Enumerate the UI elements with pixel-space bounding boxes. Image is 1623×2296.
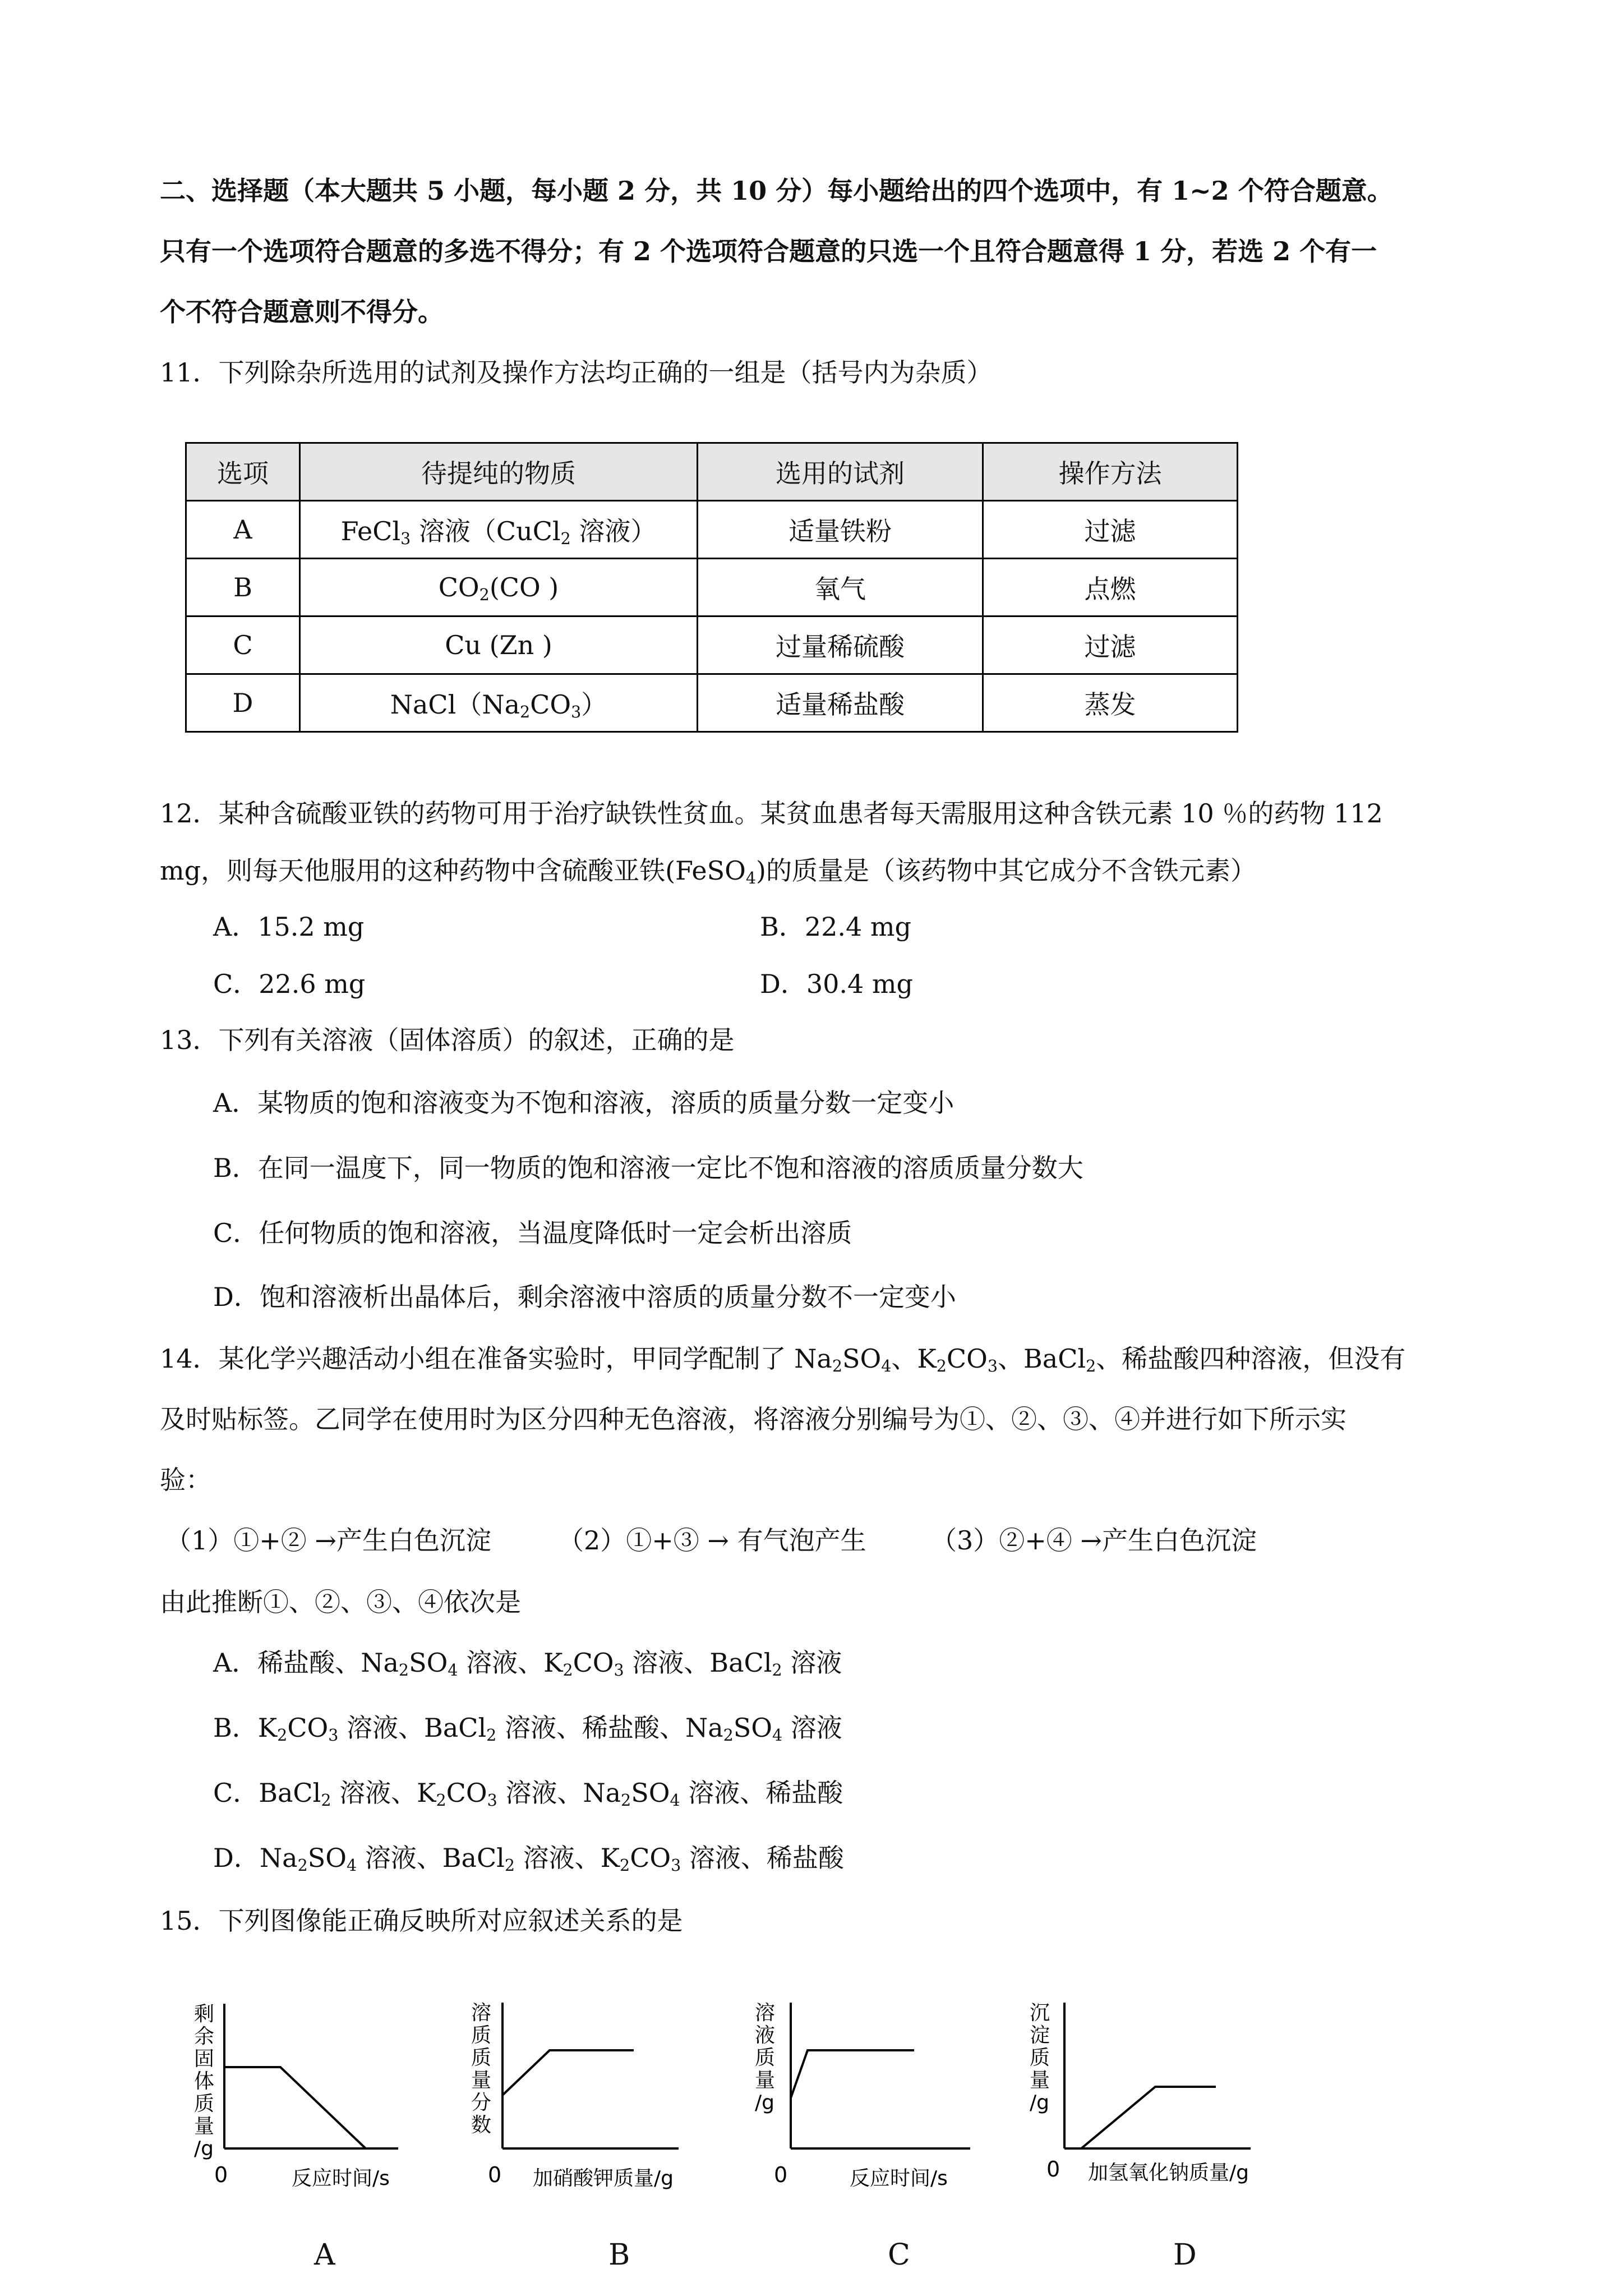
svg-text:量: 量 [194, 2115, 215, 2138]
q14-experiment-3: （3）②+④ →产生白色沉淀 [931, 1525, 1257, 1556]
svg-text:淀: 淀 [1030, 2024, 1050, 2047]
graph-d [1026, 1991, 1307, 2205]
graph-d-curve [1081, 2087, 1216, 2148]
row-method: 蒸发 [983, 674, 1238, 732]
q14-experiment-2: （2）①+③ → 有气泡产生 [558, 1525, 866, 1556]
graph-a-xlabel: 反应时间/s [292, 2167, 390, 2190]
row-reagent: 适量稀盐酸 [698, 674, 983, 732]
graph-c-origin: 0 [774, 2162, 788, 2187]
q14-option-b: B．$K_2CO_3$ 溶液、BaCl$_2$ 溶液、稀盐酸、$Na_2SO_4$ 溶液 [213, 1713, 842, 1745]
svg-text:质: 质 [755, 2046, 776, 2069]
table-row [186, 559, 1238, 616]
section-instructions-line-1: 二、选择题（本大题共 5 小题，每小题 2 分，共 10 分）每小题给出的四个选项中，有 1~2 个符合题意。 [160, 176, 1393, 206]
svg-text:沉: 沉 [1030, 2001, 1050, 2024]
section-instructions-line-3: 个不符合题意则不得分。 [160, 297, 444, 327]
graph-d-xlabel: 加氢氧化钠质量/g [1088, 2161, 1249, 2184]
graph-a-ylabel [194, 2003, 214, 2160]
q13-option-b: B．在同一温度下，同一物质的饱和溶液一定比不饱和溶液的溶质质量分数大 [213, 1153, 1083, 1183]
graph-c-xlabel: 反应时间/s [850, 2167, 948, 2190]
svg-text:固: 固 [194, 2047, 215, 2070]
table-header-row [186, 443, 1238, 501]
section-instructions-line-2: 只有一个选项符合题意的多选不得分；有 2 个选项符合题意的只选一个且符合题意得 1 分，若选 2 个有一 [160, 236, 1377, 266]
row-reagent: 适量铁粉 [698, 501, 983, 559]
q14-stem-line-1: 14．某化学兴趣活动小组在准备实验时，甲同学配制了 $Na_2SO_4$、$K_2CO_3$、BaCl$_2$、稀盐酸四种溶液，但没有 [160, 1343, 1406, 1376]
q13-option-a: A．某物质的饱和溶液变为不饱和溶液，溶质的质量分数一定变小 [213, 1088, 955, 1118]
graph-c-ylabel [755, 2001, 775, 2114]
header-method: 操作方法 [983, 443, 1238, 501]
header-substance: 待提纯的物质 [300, 443, 698, 501]
graph-b [454, 1991, 723, 2205]
row-reagent: 过量稀硫酸 [698, 616, 983, 674]
svg-text:/g: /g [1030, 2091, 1049, 2114]
row-substance: $CO_2(CO$ ) [300, 559, 698, 616]
q14-option-a: A．稀盐酸、$Na_2SO_4$ 溶液、$K_2CO_3$ 溶液、BaCl$_2$ 溶液 [213, 1648, 842, 1680]
row-option: B [186, 559, 300, 616]
graph-a-origin: 0 [214, 2162, 228, 2187]
graph-d-origin: 0 [1046, 2157, 1061, 2182]
row-option: C [186, 616, 300, 674]
svg-text:量: 量 [755, 2069, 776, 2092]
q14-experiment-1: （1）①+② →产生白色沉淀 [165, 1525, 491, 1556]
graph-c [751, 1991, 998, 2205]
q12-stem-line-2: mg，则每天他服用的这种药物中含硫酸亚铁(FeSO$_4$)的质量是（该药物中其它成分不含铁元素） [160, 855, 1256, 888]
q12-option-d: D．30.4 mg [760, 969, 913, 999]
svg-text:余: 余 [194, 2025, 215, 2048]
header-option: 选项 [186, 443, 300, 501]
graph-a-label: A [314, 2238, 335, 2272]
q11-stem: 11．下列除杂所选用的试剂及操作方法均正确的一组是（括号内为杂质） [160, 357, 993, 388]
q14-inference: 由此推断①、②、③、④依次是 [160, 1587, 521, 1617]
row-substance: FeCl$_3$ 溶液（CuCl$_2$ 溶液） [300, 501, 698, 559]
row-substance: Cu (Zn ) [300, 616, 698, 674]
row-option: D [186, 674, 300, 732]
svg-text:/g: /g [755, 2091, 774, 2114]
graph-b-curve [502, 2050, 634, 2095]
q13-option-d: D．饱和溶液析出晶体后，剩余溶液中溶质的质量分数不一定变小 [213, 1282, 956, 1312]
graph-b-origin: 0 [488, 2162, 502, 2187]
row-method: 过滤 [983, 501, 1238, 559]
q15-stem: 15．下列图像能正确反映所对应叙述关系的是 [160, 1906, 683, 1936]
svg-text:液: 液 [755, 2024, 776, 2047]
q12-option-a: A．15.2 mg [213, 912, 365, 942]
row-reagent: 氧气 [698, 559, 983, 616]
graph-d-ylabel [1030, 2001, 1050, 2114]
svg-text:溶: 溶 [471, 2001, 492, 2024]
q13-option-c: C．任何物质的饱和溶液，当温度降低时一定会析出溶质 [213, 1218, 852, 1248]
row-method: 点燃 [983, 559, 1238, 616]
svg-text:质: 质 [1030, 2046, 1050, 2069]
row-option: A [186, 501, 300, 559]
svg-text:体: 体 [194, 2070, 215, 2093]
q14-option-d: D．$Na_2SO_4$ 溶液、BaCl$_2$ 溶液、$K_2CO_3$ 溶液、稀盐酸 [213, 1843, 844, 1875]
svg-text:质: 质 [194, 2092, 215, 2115]
q14-stem-line-2: 及时贴标签。乙同学在使用时为区分四种无色溶液，将溶液分别编号为①、②、③、④并进行如下所示实 [160, 1404, 1347, 1434]
svg-text:/g: /g [194, 2137, 214, 2160]
q14-stem-line-3: 验： [160, 1465, 211, 1495]
svg-text:质: 质 [471, 2046, 492, 2069]
graph-c-label: C [888, 2238, 910, 2272]
q14-option-c: C．BaCl$_2$ 溶液、$K_2CO_3$ 溶液、$Na_2SO_4$ 溶液、稀盐酸 [213, 1778, 843, 1810]
svg-text:量: 量 [1030, 2069, 1050, 2092]
svg-text:剩: 剩 [194, 2003, 215, 2026]
table-row [186, 674, 1238, 732]
table-row [186, 616, 1238, 674]
graph-b-xlabel: 加硝酸钾质量/g [533, 2167, 674, 2190]
row-method: 过滤 [983, 616, 1238, 674]
graph-b-ylabel [471, 2001, 491, 2137]
q13-stem: 13．下列有关溶液（固体溶质）的叙述，正确的是 [160, 1025, 735, 1055]
table-row [186, 501, 1238, 559]
svg-text:分: 分 [471, 2091, 492, 2114]
row-substance: $NaCl(Na_2CO_3)$ [300, 674, 698, 732]
svg-text:量: 量 [471, 2069, 492, 2092]
q11-table [185, 442, 1238, 733]
graph-c-curve [791, 2050, 914, 2098]
svg-text:质: 质 [471, 2024, 492, 2047]
header-reagent: 选用的试剂 [698, 443, 983, 501]
svg-text:数: 数 [471, 2114, 492, 2137]
graph-a [191, 1991, 426, 2205]
q12-stem-line-1: 12．某种含硫酸亚铁的药物可用于治疗缺铁性贫血。某贫血患者每天需服用这种含铁元素 10 ％的药物 112 [160, 798, 1383, 829]
q12-option-b: B．22.4 mg [760, 912, 911, 942]
graph-a-curve [224, 2067, 366, 2148]
graph-b-label: B [608, 2238, 630, 2272]
q12-option-c: C．22.6 mg [213, 969, 366, 999]
svg-text:溶: 溶 [755, 2001, 776, 2024]
graph-d-label: D [1173, 2238, 1197, 2272]
